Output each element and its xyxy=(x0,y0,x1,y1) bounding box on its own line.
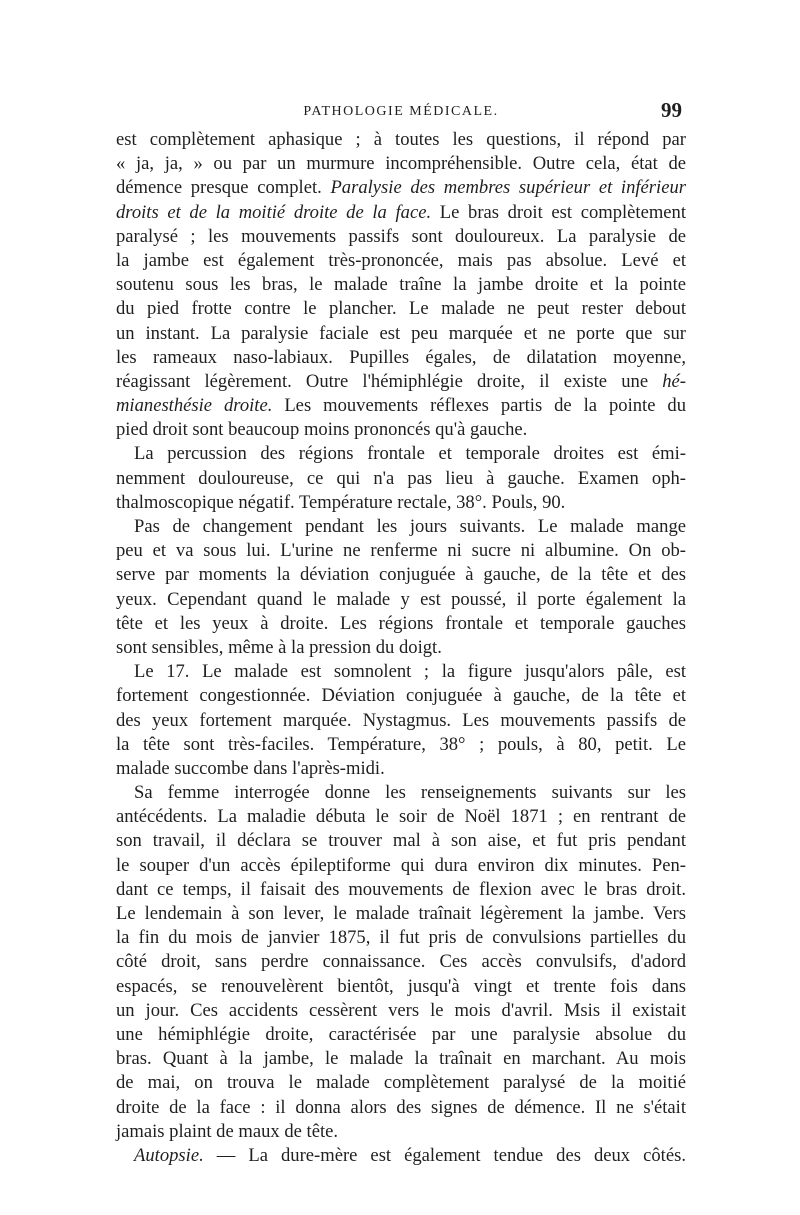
line-text: Pas de changement pendant les jours suivants. Le malade mange xyxy=(134,516,686,537)
page-body xyxy=(116,128,686,1168)
text-line xyxy=(116,442,686,466)
text-line xyxy=(116,176,686,200)
line-text: le souper d'un accès épileptiforme qui dura environ dix minutes. Pen- xyxy=(116,854,686,876)
text-line xyxy=(116,515,686,539)
line-text: yeux. Cependant quand le malade y est poussé, il porte également la xyxy=(116,588,686,610)
text-line xyxy=(116,1047,686,1071)
text-line xyxy=(116,588,686,612)
line-text: un instant. La paralysie faciale est peu marquée et ne porte que sur xyxy=(116,322,686,344)
text-line xyxy=(116,854,686,878)
text-line xyxy=(116,297,686,321)
line-text: thalmoscopique négatif. Température rectale, 38°. Pouls, 90. xyxy=(116,491,566,513)
line-text: Le lendemain à son lever, le malade traînait légèrement la jambe. Vers xyxy=(116,903,686,924)
line-text: est complètement aphasique ; à toutes les questions, il répond par xyxy=(116,129,686,150)
text-line xyxy=(116,684,686,708)
line-text: pied droit sont beaucoup moins prononcés qu'à gauche. xyxy=(116,419,528,441)
line-text: paralysé ; les mouvements passifs sont douloureux. La paralysie de xyxy=(116,225,686,247)
text-line xyxy=(116,1144,686,1168)
line-text: La percussion des régions frontale et temporale droites est émi- xyxy=(134,443,686,465)
text-line xyxy=(116,201,686,225)
line-text: fortement congestionnée. Déviation conjuguée à gauche, de la tête et xyxy=(116,685,686,707)
line-text: un jour. Ces accidents cessèrent vers le mois d'avril. Msis il existait xyxy=(116,999,686,1021)
line-text: la jambe est également très-prononcée, mais pas absolue. Levé et xyxy=(116,249,686,271)
line-text: tête et les yeux à droite. Les régions frontale et temporale gauches xyxy=(116,612,686,634)
text-line xyxy=(116,1120,686,1144)
text-line xyxy=(116,1071,686,1095)
italic-text: hé- xyxy=(662,370,686,392)
text-line xyxy=(116,152,686,176)
line-text: démence presque complet. xyxy=(116,177,322,199)
text-line xyxy=(116,950,686,974)
text-line xyxy=(116,733,686,757)
text-line xyxy=(116,878,686,902)
italic-text: Autopsie. xyxy=(134,1144,204,1166)
line-text: — La dure-mère est également tendue des deux côtés. xyxy=(216,1144,686,1166)
line-text: droite de la face : il donna alors des signes de démence. Il ne s'était xyxy=(116,1096,686,1118)
line-text: dant ce temps, il faisait des mouvements de flexion avec le bras droit. xyxy=(116,878,686,900)
text-line xyxy=(116,975,686,999)
text-line xyxy=(116,370,686,394)
text-line xyxy=(116,636,686,660)
line-text: les rameaux naso-labiaux. Pupilles égales, de dilatation moyenne, xyxy=(116,346,686,368)
text-line xyxy=(116,829,686,853)
line-text: peu et va sous lui. L'urine ne renferme ni sucre ni albumine. On ob- xyxy=(116,540,686,562)
text-line xyxy=(116,539,686,563)
text-line xyxy=(116,467,686,491)
line-text: « ja, ja, » ou par un murmure incompréhensible. Outre cela, état de xyxy=(116,153,686,175)
text-line xyxy=(116,249,686,273)
line-text: des yeux fortement marquée. Nystagmus. Les mouvements passifs de xyxy=(116,709,686,731)
text-line xyxy=(116,273,686,297)
line-text: la tête sont très-faciles. Température, 38° ; pouls, à 80, petit. Le xyxy=(116,733,686,755)
line-text: Le 17. Le malade est somnolent ; la figure jusqu'alors pâle, est xyxy=(134,661,686,683)
line-text: bras. Quant à la jambe, le malade la traînait en marchant. Au mois xyxy=(116,1048,686,1070)
text-line xyxy=(116,491,686,515)
line-text: Le bras droit est complètement xyxy=(439,201,687,223)
text-line xyxy=(116,781,686,805)
text-line xyxy=(116,805,686,829)
line-text: malade succombe dans l'après-midi. xyxy=(116,757,385,779)
page-header xyxy=(118,98,684,128)
line-text: serve par moments la déviation conjuguée à gauche, de la tête et des xyxy=(116,564,686,586)
line-text: nemment douloureuse, ce qui n'a pas lieu à gauche. Examen oph- xyxy=(116,467,686,489)
text-line xyxy=(116,322,686,346)
text-line xyxy=(116,394,686,418)
text-line xyxy=(116,612,686,636)
running-head: PATHOLOGIE MÉDICALE. xyxy=(303,104,499,119)
text-line xyxy=(116,1096,686,1120)
italic-text: Paralysie des membres supérieur et inférieur xyxy=(330,177,686,199)
text-line xyxy=(116,563,686,587)
line-text: son travail, il déclara se trouver mal à son aise, et fut pris pendant xyxy=(116,830,686,852)
text-line xyxy=(116,128,686,152)
text-line xyxy=(116,902,686,926)
line-text: Les mouvements réflexes partis de la pointe du xyxy=(284,395,686,417)
line-text: du pied frotte contre le plancher. Le malade ne peut rester debout xyxy=(116,298,686,320)
italic-text: mianesthésie droite. xyxy=(116,395,273,417)
text-line xyxy=(116,926,686,950)
line-text: une hémiphlégie droite, caractérisée par une paralysie absolue du xyxy=(116,1023,686,1045)
text-line xyxy=(116,709,686,733)
line-text: antécédents. La maladie débuta le soir de Noël 1871 ; en rentrant de xyxy=(116,806,686,828)
text-line xyxy=(116,999,686,1023)
line-text: Sa femme interrogée donne les renseignements suivants sur les xyxy=(134,782,686,804)
line-text: jamais plaint de maux de tête. xyxy=(116,1120,339,1142)
page-number: 99 xyxy=(661,98,682,122)
line-text: sont sensibles, même à la pression du doigt. xyxy=(116,636,442,658)
italic-text: droits et de la moitié droite de la face. xyxy=(116,201,432,223)
text-line xyxy=(116,346,686,370)
text-line xyxy=(116,757,686,781)
text-line xyxy=(116,660,686,684)
text-line xyxy=(116,418,686,442)
line-text: soutenu sous les bras, le malade traîne la jambe droite et la pointe xyxy=(116,274,686,296)
text-line xyxy=(116,225,686,249)
text-line xyxy=(116,1023,686,1047)
line-text: espacés, se renouvelèrent bientôt, jusqu'à vingt et trente fois dans xyxy=(116,975,686,997)
line-text: de mai, on trouva le malade complètement paralysé de la moitié xyxy=(116,1072,686,1094)
line-text: la fin du mois de janvier 1875, il fut pris de convulsions partielles du xyxy=(116,927,686,949)
line-text: réagissant légèrement. Outre l'hémiphlégie droite, il existe une xyxy=(116,370,649,392)
line-text: côté droit, sans perdre connaissance. Ces accès convulsifs, d'adord xyxy=(116,951,686,973)
